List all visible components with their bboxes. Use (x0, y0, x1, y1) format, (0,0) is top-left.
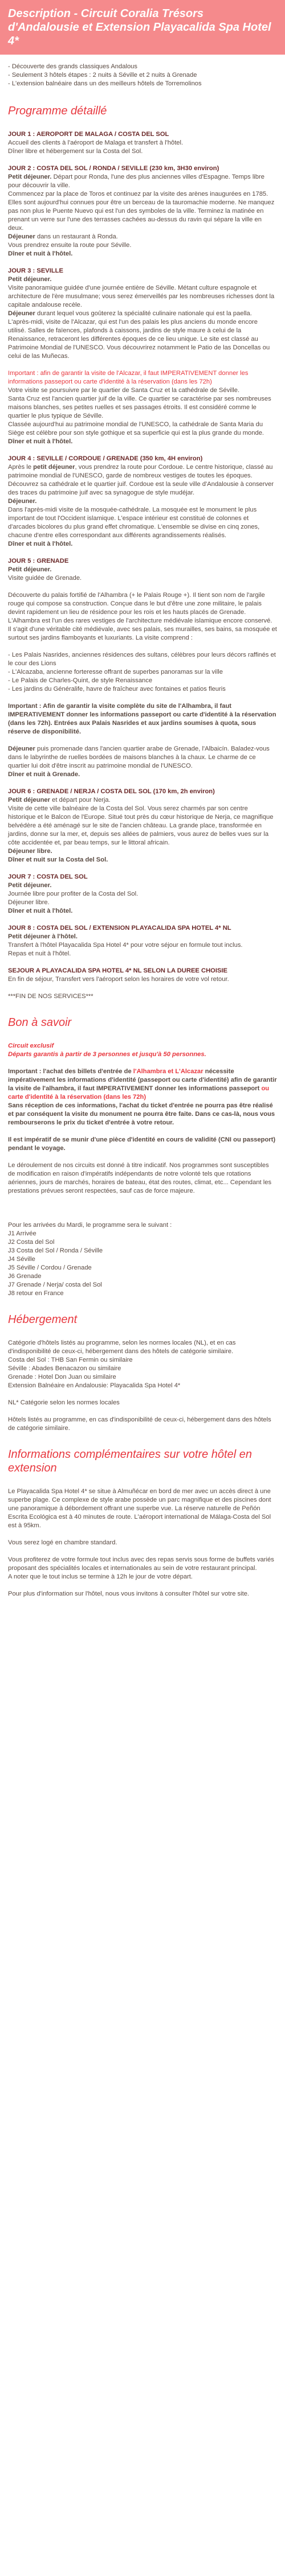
day-6-text: Visite de cette ville balnéaire de la Costa del Sol. Vous serez charmés par son centre historique et le Balcon de l'Europe. Situé tout près du cœur historique de Nerja, ce magnifique belvédère a été aménagé sur le site de l'ancien château. La grande place, transformée en jardins, donne sur la mer, et, depuis ses allées de palmiers, vous aurez de belles vues sur la côte accidentée et, par beau temps, sur le littoral africain. (8, 805, 274, 846)
meal-label: petit déjeuner (33, 464, 75, 471)
savoir-text: Le déroulement de nos circuits est donné à titre indicatif. Nos programmes sont susceptibles de modification en raison d'impératifs indépendants de notre volonté tels que rotations aériennes, jours de marchés, horaires de bateau, état des routes, climat, etc... Cependant les prestations prévues seront respectées, sauf cas de force majeure. (8, 1162, 272, 1194)
hotel-item: Costa del Sol : THB San Fermin ou similaire (8, 1357, 133, 1363)
day-7-title: JOUR 7 : COSTA DEL SOL (8, 873, 88, 880)
note-span-red: ou carte d'identité (8, 1085, 270, 1101)
schedule-item: J1 Arrivée (8, 1230, 36, 1237)
day-5-text: Découverte du palais fortifié de l'Alhambra (+ le Palais Rouge +). Il tient son nom de l'argile rouge qui compose sa construction. Conçue dans le but d'être une zone militaire, le palais devint rapidement un lieu de résidence pour les rois et les hauts placés de Grenade. L'Alhambra est l'un des rares vestiges de l'architecture médiévale islamique encore conservé. Il s'agit d'une véritable cité médiévale, avec ses palais, ses murailles, ses bains, sa mosquée et surtout ses jardins flamboyants et luxuriants. La visite comprend : (8, 592, 277, 641)
meal-label: Déjeuner (8, 233, 35, 240)
day-1-text: Dîner libre et hébergement sur la Costa del Sol. (8, 148, 143, 155)
exclusive-circuit: Circuit exclusif (8, 1042, 54, 1049)
note-span: Important : l'achat des billets d'entrée de (8, 1068, 133, 1075)
day-2-text-span: Départ pour Ronda, l'une des plus anciennes villes d'Espagne. Temps libre pour découvrir la ville. (8, 174, 264, 189)
hotel-item: Grenade : Hotel Don Juan ou similaire (8, 1374, 116, 1380)
intro-line: - L'extension balnéaire dans un des meilleurs hôtels de Torremolinos (8, 80, 202, 87)
list-item: - Les Palais Nasrides, anciennes résidences des sultans, célèbres pour leurs décors raffinés et le cour des Lions (8, 652, 276, 667)
extension-text: Vous serez logé en chambre standard. (8, 1539, 117, 1546)
day-3-text: Classée aujourd'hui au patrimoine mondial de l'UNESCO, la cathédrale de Santa Maria du Siège est célèbre pour son style gothique et sa superficie qui est la plus grande du monde. (8, 421, 264, 436)
day-4-text-span: , vous prendrez la route pour Cordoue. Le centre historique, classé au patrimoine mondial de l'UNESCO, garde de nombreux vestiges de toutes les époques. Découvrez sa cathédrale et le quartier juif. Cordoue est la seule ville d'Andalousie à conserver des traces du patrimoine juif avec sa synagogue de style mudéjar. (8, 464, 274, 496)
meal-label: Petit déjeuner. (8, 174, 52, 180)
day-4-text-span: Après le (8, 464, 34, 471)
day-2-text (8, 233, 277, 241)
meal-label: Déjeuner (8, 310, 35, 317)
note-span-red: l'Alhambra et L'Alcazar (133, 1068, 203, 1075)
important-identity-note (8, 1068, 277, 1102)
day-1-title: JOUR 1 : AEROPORT DE MALAGA / COSTA DEL SOL (8, 131, 169, 138)
hebergement-note: Hôtels listés au programme, en cas d'indisponibilité de ceux-ci, hébergement dans des hôtels de catégorie similaire. (8, 1416, 271, 1432)
day-3-text: L'après-midi, visite de l'Alcazar, qui est l'un des palais les plus anciens du monde encore utilisé. Salles de faïences, plafonds à caissons, jardins de style maure à celui de la Renaissance, retraceront les différentes époques de ce lieu unique. Le site est classé au Patrimoine Mondial de l'UNESCO. Vous découvrirez notamment le Patio de las Doncellas ou celui de las Muñecas. (8, 319, 270, 360)
hebergement-note: NL* Catégorie selon les normes locales (8, 1399, 120, 1406)
savoir-heading: Bon à savoir (8, 1016, 72, 1029)
day-3-text: Visite panoramique guidée d'une journée entière de Séville. Métant culture espagnole et architecture de l'ère musulmane; vous serez émerveillés par les nombreuses richesses dont la capitale andalouse recèle. (8, 285, 275, 308)
intro-line: - Seulement 3 hôtels étapes : 2 nuits à Séville et 2 nuits à Grenade (8, 72, 197, 79)
meal-label: Dîner et nuit à l'hôtel. (8, 541, 73, 547)
meal-label: Déjeuner. (8, 498, 37, 505)
meal-label: Dîner et nuit à l'hôtel. (8, 438, 73, 445)
day-7-text: Journée libre pour profiter de la Costa del Sol. (8, 891, 139, 897)
meal-label: Petit déjeuner à l'hôtel. (8, 933, 78, 940)
day-4-text (8, 463, 277, 497)
day-5-text-span: puis promenade dans l'ancien quartier arabe de Grenade, l'Albaicín. Baladez-vous dans le labyrinthe de ruelles bordées de maisons blanches à la chaux. Le charme de ce quartier lui doit d'être inscrit au patrimoine mondial de l'UNESCO. (8, 745, 270, 769)
extension-text: Vous profiterez de votre formule tout inclus avec des repas servis sous forme de buffets variés proposant des spécialités locales et internationales au sein de votre restaurant principal. (8, 1556, 274, 1572)
meal-label: Dîner et nuit à l'hôtel. (8, 250, 73, 257)
meal-label: Déjeuner (8, 745, 35, 752)
hotel-item: Extension Balnéaire en Andalousie: Playacalida Spa Hotel 4* (8, 1382, 181, 1389)
schedule-item: J7 Grenade / Nerja/ costa del Sol (8, 1281, 102, 1288)
meal-label: Dîner et nuit à l'hôtel. (8, 908, 73, 914)
day-8-text: Repas et nuit à l'hôtel. (8, 950, 71, 957)
day-2-text-span: dans un restaurant à Ronda. (35, 233, 118, 240)
day-6-text-span: et départ pour Nerja. (50, 797, 111, 803)
hebergement-heading: Hébergement (8, 1313, 78, 1326)
meal-label: Dîner et nuit à Grenade. (8, 771, 80, 778)
day-6-text (8, 796, 277, 805)
title-banner (0, 0, 285, 55)
list-item: - L'Alcazaba, ancienne forteresse offrant de superbes panoramas sur la ville (8, 669, 223, 675)
programme-heading: Programme détaillé (8, 105, 107, 117)
meal-label: Dîner et nuit sur la Costa del Sol. (8, 856, 108, 863)
note-span: nécessite impérativement les informations d'identité (passeport ou carte d'identité) afin de garantir la visite de l'alhambra, il faut IMPERATIVEMENT donner les informations passeport (8, 1068, 277, 1092)
schedule-item: J8 retour en France (8, 1290, 64, 1297)
savoir-text: Il est impératif de se munir d'une pièce d'identité en cours de validité (CNI ou passeport) pendant le voyage. (8, 1136, 276, 1152)
day-3-text (8, 310, 277, 318)
meal-label: Petit déjeuner. (8, 566, 52, 573)
day-3-text-span: durant lequel vous goûterez la spécialité culinaire nationale qui est la paella. (35, 310, 252, 317)
extension-stay-title: SEJOUR A PLAYACALIDA SPA HOTEL 4* NL SELON LA DUREE CHOISIE (8, 967, 227, 974)
intro-line: - Découverte des grands classiques Andalous (8, 63, 137, 70)
list-item: - Le Palais de Charles-Quint, de style Renaissance (8, 677, 153, 684)
important-note: Important : Afin de garantir la visite complète du site de l'Alhambra, il faut IMPERATIVEMENT donner les informations passeport ou carte d'identité à la réservation (dans les 72h). Entrées aux Palais Nasrides et aux jardins soumises à quota, sous réserve de disponibilité. (8, 703, 276, 735)
extension-text: Pour plus d'information sur l'hôtel, nous vous invitons à consulter l'hôtel sur votre site. (8, 1590, 250, 1597)
main-content (0, 55, 285, 1598)
day-1-text: Accueil des clients à l'aéroport de Malaga et transfert à l'hôtel. (8, 139, 184, 146)
extension-heading: Informations complémentaires sur votre hôtel en extension (8, 1448, 252, 1474)
meal-label: Petit déjeuner (8, 797, 50, 803)
day-3-text: Santa Cruz est l'ancien quartier juif de la ville. Ce quartier se caractérise par ses nombreuses maisons blanches, ses petites ruelles et ses passages étroits. Il est considéré comme le quartier le plus typique de Séville. (8, 395, 271, 419)
extension-stay-text: En fin de séjour, Transfert vers l'aéroport selon les horaires de votre vol retour. (8, 976, 229, 983)
extension-text: A noter que le tout inclus se termine à 12h le jour de votre départ. (8, 1573, 193, 1580)
day-2-text: Commencez par la place de Toros et continuez par la visite des arènes inaugurées en 1785. Elles sont aujourd'hui connues pour être un berceau de la tauromachie moderne. Ne manquez pas non plus le Puente Nuevo qui est l'un des symboles de la ville. Terminez la matinée en prenant un verre sur l'une des terrasses cachées au-dessus du ravin qui sépare la ville en deux. (8, 191, 275, 232)
day-5-title: JOUR 5 : GRENADE (8, 558, 69, 564)
schedule-item: J6 Grenade (8, 1273, 42, 1280)
schedule-item: J2 Costa del Sol (8, 1239, 55, 1246)
day-2-text: Vous prendrez ensuite la route pour Séville. (8, 242, 132, 249)
page-title: Description - Circuit Coralia Trésors d'Andalousie et Extension Playacalida Spa Hotel 4* (8, 7, 271, 47)
schedule-item: J3 Costa del Sol / Ronda / Séville (8, 1247, 103, 1254)
hotel-item: Séville : Abades Benacazon ou similaire (8, 1365, 121, 1372)
day-5-text: Visite guidée de Grenade. (8, 575, 82, 582)
schedule-item: J4 Séville (8, 1256, 35, 1263)
day-7-text: Déjeuner libre. (8, 899, 50, 906)
guaranteed-departures: Départs garantis à partir de 3 personnes et jusqu'à 50 personnes. (8, 1051, 206, 1058)
hebergement-text: Catégorie d'hôtels listés au programme, selon les normes locales (NL), et en cas d'indisponibilité de ceux-ci, hébergement dans des hôtels de catégorie similaire. (8, 1339, 236, 1355)
day-4-title: JOUR 4 : SEVILLE / CORDOUE / GRENADE (350 km, 4H environ) (8, 455, 203, 462)
end-of-services: ***FIN DE NOS SERVICES*** (8, 993, 93, 1000)
day-4-text: Dans l'après-midi visite de la mosquée-cathédrale. La mosquée est le monument le plus important de tout l'Occident islamique. L'espace intérieur est constitué de colonnes et d'arcades bicolores du plus grand effet chromatique. L'ensemble se divise en cinq zones, chacune d'entre elles correspondant aux différents agrandissements réalisés. (8, 506, 260, 539)
schedule-item: J5 Séville / Cordou / Grenade (8, 1264, 92, 1271)
meal-label: Déjeuner libre. (8, 848, 52, 855)
day-2-title: JOUR 2 : COSTA DEL SOL / RONDA / SEVILLE (230 km, 3H30 environ) (8, 165, 219, 172)
important-note: Important : afin de garantir la visite de l'Alcazar, il faut IMPERATIVEMENT donner les informations passeport ou carte d'identité à la réservation (dans les 72h) (8, 370, 249, 385)
day-3-text: Votre visite se poursuivre par le quartier de Santa Cruz et la cathédrale de Séville. (8, 387, 240, 394)
extension-text: Le Playacalida Spa Hotel 4* se situe à Almuñécar en bord de mer avec un accès direct à une superbe plage. Ce complexe de style arabe possède un parc magnifique et des piscines dont une panoramique à débordement offrant une superbe vue. La réserve naturelle de Peñón Escrita Ecológica est à 40 minutes de route. L'aéroport international de Málaga-Costa del Sol est à 95km. (8, 1488, 271, 1529)
day-5-text (8, 745, 277, 770)
note-span-red: à la réservation (dans les 72h) (53, 1094, 146, 1101)
day-3-title: JOUR 3 : SEVILLE (8, 267, 63, 274)
meal-label: Petit déjeuner. (8, 882, 52, 889)
day-8-text: Transfert à l'hôtel Playacalida Spa Hotel 4* pour votre séjour en formule tout inclus. (8, 942, 243, 949)
list-item: - Les jardins du Généralife, havre de fraîcheur avec fontaines et patios fleuris (8, 686, 226, 693)
day-2-text (8, 173, 277, 190)
day-6-title: JOUR 6 : GRENADE / NERJA / COSTA DEL SOL (170 km, 2h environ) (8, 788, 215, 795)
meal-label: Petit déjeuner. (8, 276, 52, 283)
savoir-text: Sans réception de ces informations, l'achat du ticket d'entrée ne pourra pas être réalisé et par conséquent la visite du monument ne pourra être faite. Dans ce cas-là, nous vous rembourserons le prix du ticket d'entrée à votre retour. (8, 1102, 275, 1126)
day-8-title: JOUR 8 : COSTA DEL SOL / EXTENSION PLAYACALIDA SPA HOTEL 4* NL (8, 925, 231, 932)
savoir-text: Pour les arrivées du Mardi, le programme sera le suivant : (8, 1222, 172, 1229)
